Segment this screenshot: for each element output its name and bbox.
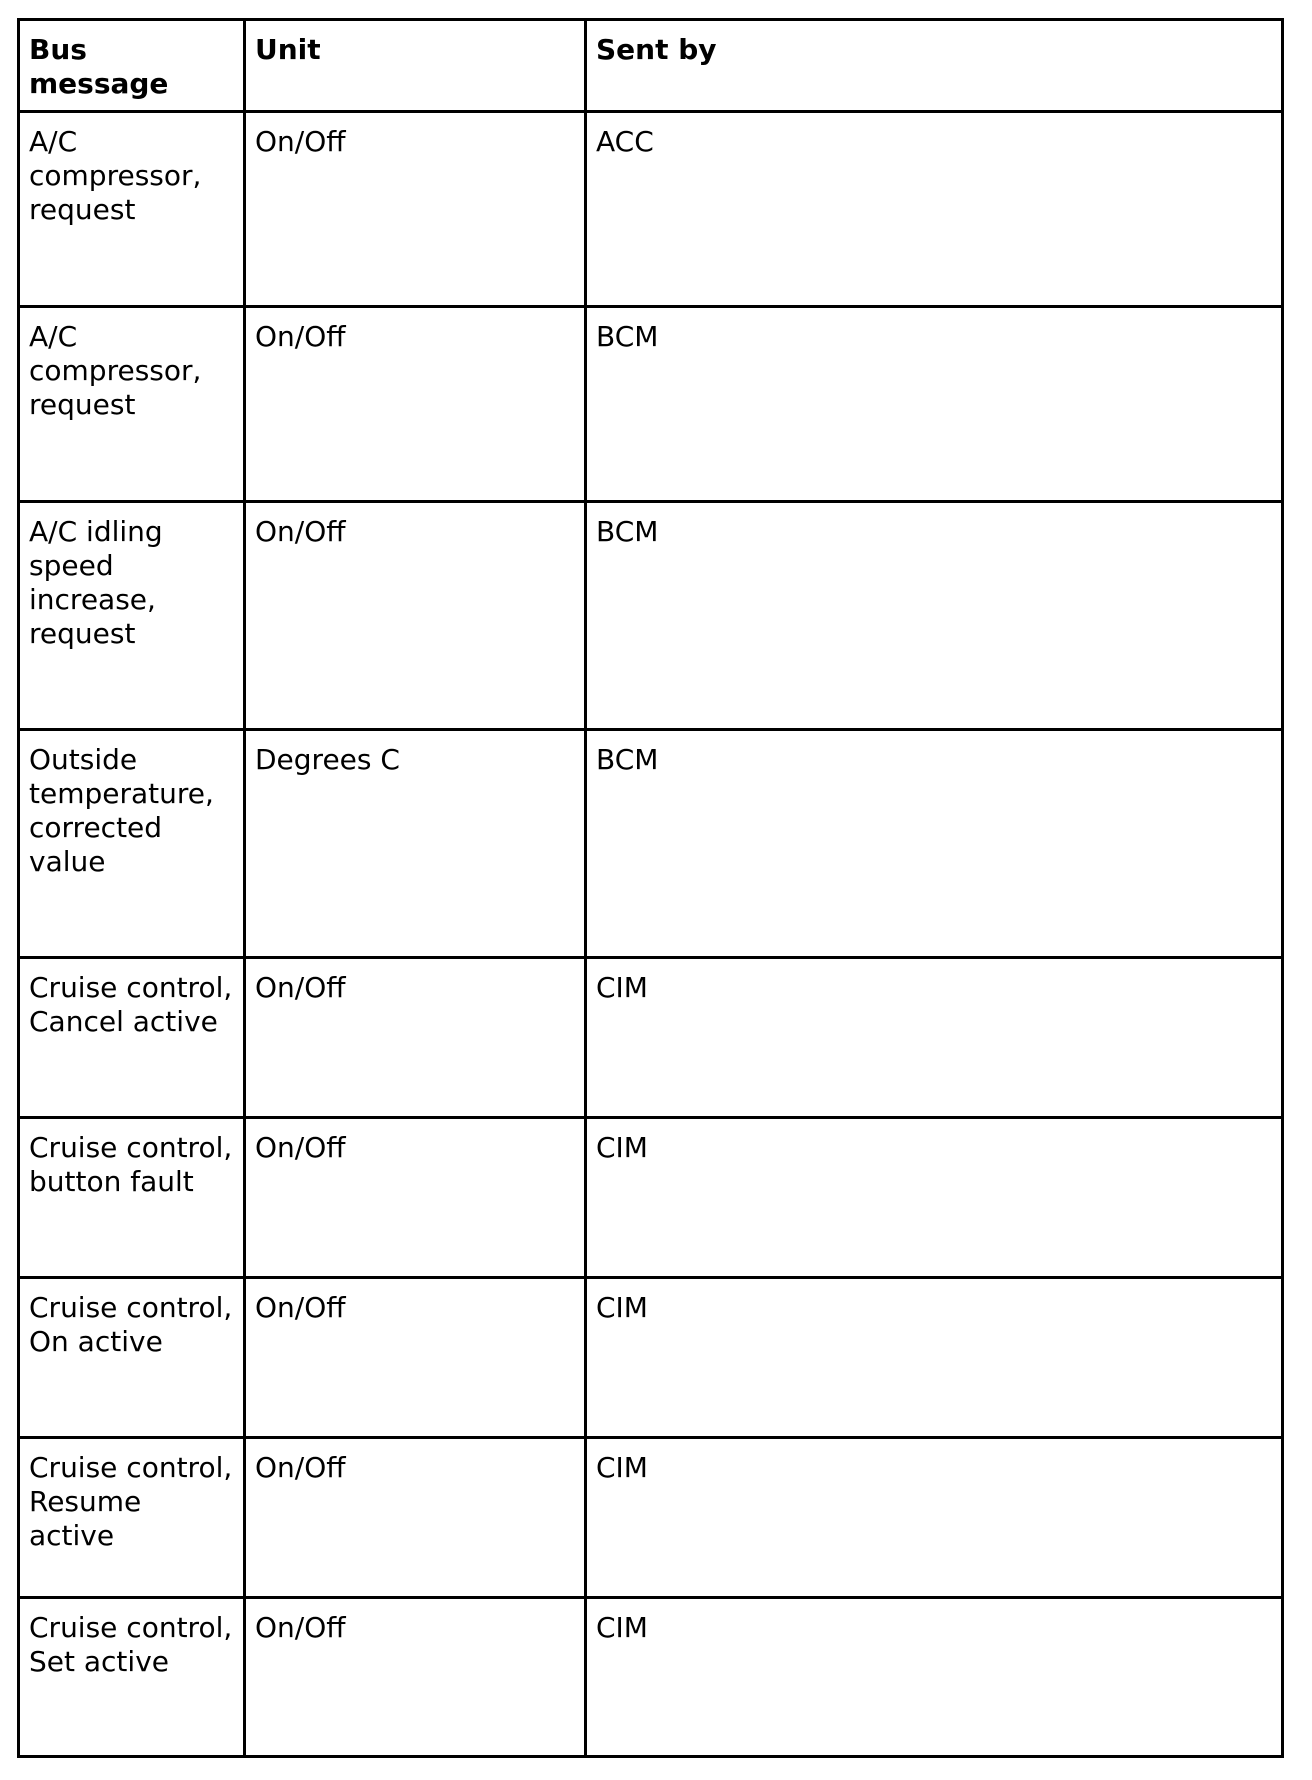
cell-sent-by: BCM	[586, 307, 1283, 502]
cell-unit: On/Off	[245, 1278, 586, 1438]
cell-sent-by: CIM	[586, 1598, 1283, 1757]
table-row	[19, 1118, 1283, 1278]
cell-bus-message: A/C compressor, request	[19, 307, 245, 502]
cell-unit: On/Off	[245, 1118, 586, 1278]
table-row	[19, 112, 1283, 307]
cell-unit: On/Off	[245, 1438, 586, 1598]
cell-bus-message: Cruise control, Cancel active	[19, 958, 245, 1118]
table-row	[19, 307, 1283, 502]
cell-sent-by: BCM	[586, 730, 1283, 958]
header-sent-by: Sent by	[586, 20, 1283, 112]
cell-unit: On/Off	[245, 1598, 586, 1757]
cell-bus-message: Cruise control, button fault	[19, 1118, 245, 1278]
header-unit: Unit	[245, 20, 586, 112]
cell-unit: On/Off	[245, 307, 586, 502]
table-row	[19, 502, 1283, 730]
table-row	[19, 1438, 1283, 1598]
cell-bus-message: Outside temperature, corrected value	[19, 730, 245, 958]
cell-sent-by: CIM	[586, 958, 1283, 1118]
cell-bus-message: Cruise control, On active	[19, 1278, 245, 1438]
cell-sent-by: CIM	[586, 1118, 1283, 1278]
cell-bus-message: A/C compressor, request	[19, 112, 245, 307]
cell-unit: On/Off	[245, 502, 586, 730]
header-bus-message: Bus message	[19, 20, 245, 112]
table-header-row	[19, 20, 1283, 112]
table-row	[19, 1278, 1283, 1438]
cell-sent-by: ACC	[586, 112, 1283, 307]
cell-sent-by: CIM	[586, 1278, 1283, 1438]
table-row	[19, 958, 1283, 1118]
cell-bus-message: Cruise control, Set active	[19, 1598, 245, 1757]
cell-sent-by: CIM	[586, 1438, 1283, 1598]
cell-unit: On/Off	[245, 958, 586, 1118]
table-row	[19, 1598, 1283, 1757]
cell-unit: On/Off	[245, 112, 586, 307]
cell-bus-message: A/C idling speed increase, request	[19, 502, 245, 730]
bus-message-table-container	[17, 18, 1281, 1758]
cell-bus-message: Cruise control, Resume active	[19, 1438, 245, 1598]
cell-unit: Degrees C	[245, 730, 586, 958]
table-row	[19, 730, 1283, 958]
cell-sent-by: BCM	[586, 502, 1283, 730]
bus-message-table	[17, 18, 1284, 1758]
